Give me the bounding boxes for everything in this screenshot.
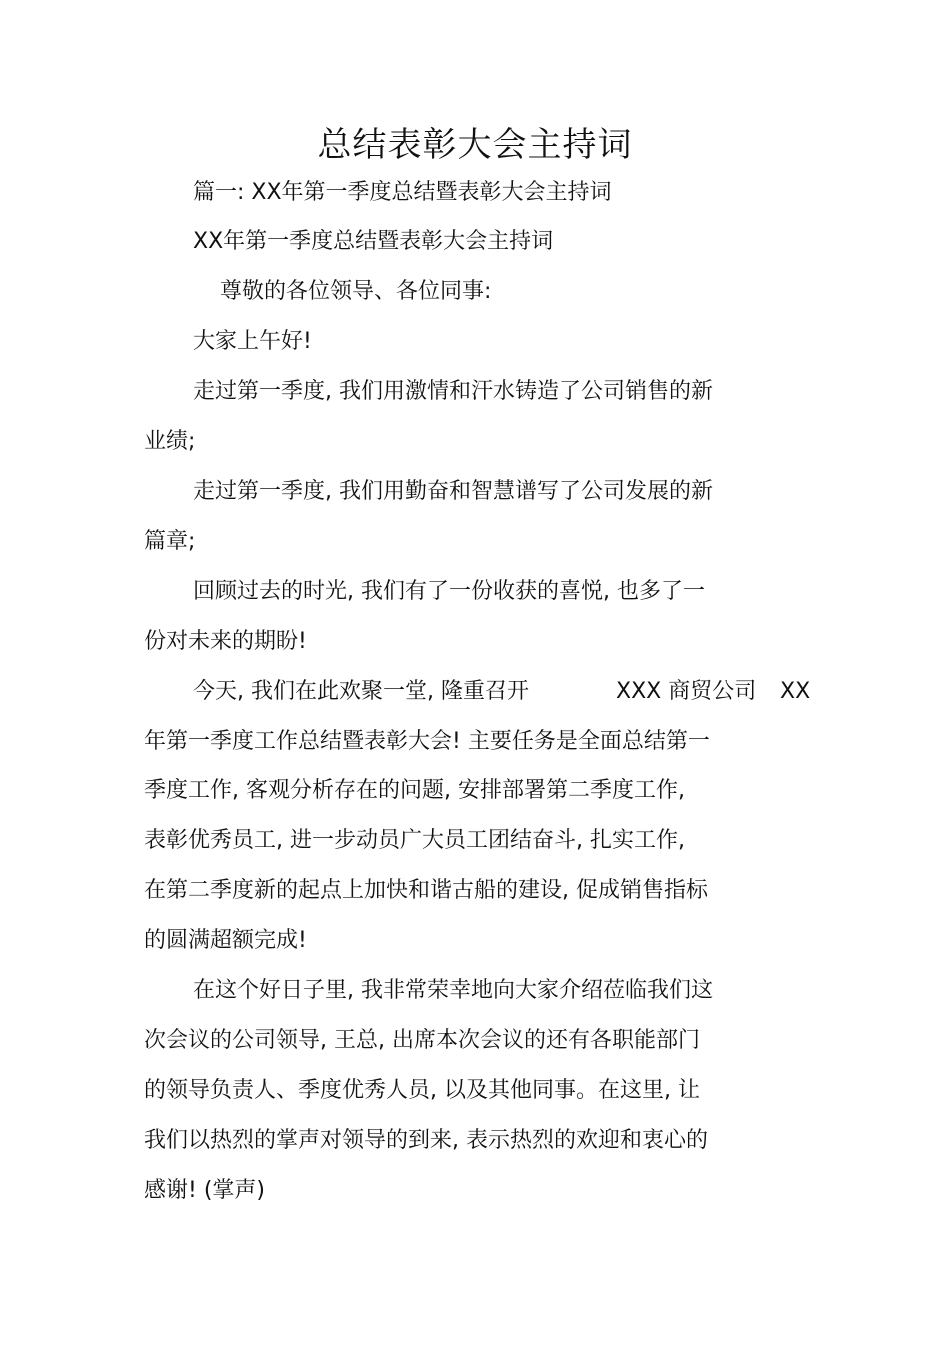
paragraph-line: 今天, 我们在此欢聚一堂, 隆重召开 <box>193 679 529 704</box>
paragraph-line: 在第二季度新的起点上加快和谐古船的建设, 促成销售指标 <box>144 878 708 903</box>
paragraph-line: 回顾过去的时光, 我们有了一份收获的喜悦, 也多了一 <box>193 579 705 604</box>
heading-article-one: 篇一: XX年第一季度总结暨表彰大会主持词 <box>193 180 612 205</box>
paragraph-line: 业绩; <box>144 429 196 454</box>
company-name: XXX 商贸公司 <box>616 679 757 704</box>
paragraph-line: 份对未来的期盼! <box>144 629 307 654</box>
paragraph-line: 走过第一季度, 我们用勤奋和智慧谱写了公司发展的新 <box>193 479 713 504</box>
heading-subtitle: XX年第一季度总结暨表彰大会主持词 <box>193 229 554 254</box>
paragraph-line: 走过第一季度, 我们用激情和汗水铸造了公司销售的新 <box>193 379 713 404</box>
paragraph-line: 次会议的公司领导, 王总, 出席本次会议的还有各职能部门 <box>144 1028 700 1053</box>
paragraph-line: 的领导负责人、季度优秀人员, 以及其他同事。在这里, 让 <box>144 1078 700 1103</box>
paragraph-line: 篇章; <box>144 529 196 554</box>
paragraph-line: 年第一季度工作总结暨表彰大会! 主要任务是全面总结第一 <box>144 729 710 754</box>
document-title: 总结表彰大会主持词 <box>317 125 633 165</box>
greeting: 大家上午好! <box>193 329 312 354</box>
year-placeholder: XX <box>780 679 811 704</box>
paragraph-line: 感谢! (掌声) <box>144 1178 265 1203</box>
paragraph-line: 在这个好日子里, 我非常荣幸地向大家介绍莅临我们这 <box>193 978 713 1003</box>
salutation: 尊敬的各位领导、各位同事: <box>220 279 492 304</box>
paragraph-line: 表彰优秀员工, 进一步动员广大员工团结奋斗, 扎实工作, <box>144 828 685 853</box>
paragraph-line: 的圆满超额完成! <box>144 928 307 953</box>
paragraph-line: 季度工作, 客观分析存在的问题, 安排部署第二季度工作, <box>144 778 685 803</box>
paragraph-line: 我们以热烈的掌声对领导的到来, 表示热烈的欢迎和衷心的 <box>144 1128 708 1153</box>
